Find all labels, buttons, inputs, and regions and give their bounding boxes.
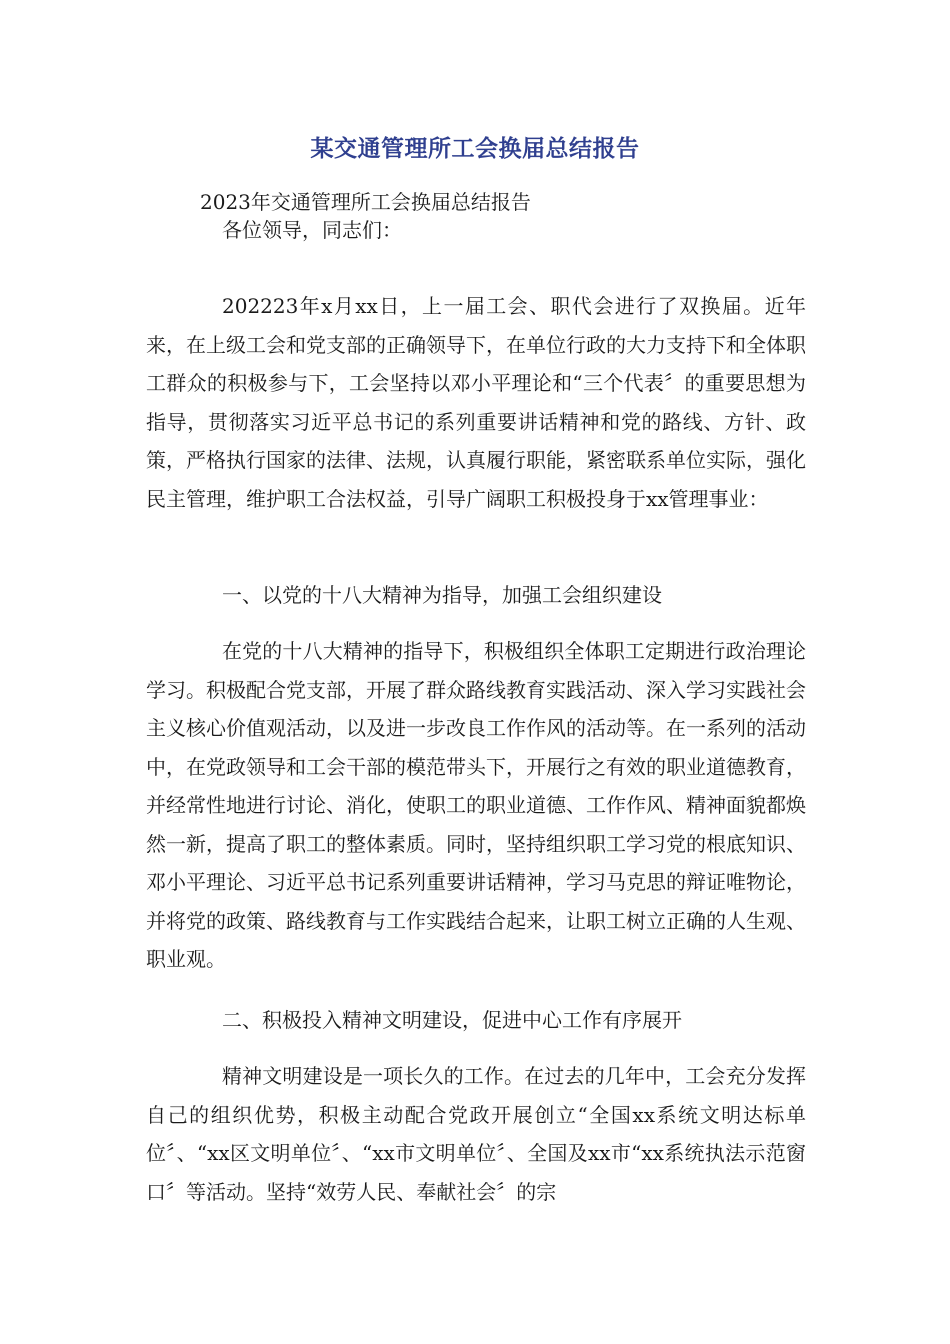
paragraph-section-2: 精神文明建设是一项长久的工作。在过去的几年中，工会充分发挥自己的组织优势，积极主动配合党政开展创立“全国xx系统文明达标单位〞、“xx区文明单位〞、“xx市文明单位〞、全国及xx市“xx系统执法示范窗口〞等活动。坚持“效劳人民、奉献社会〞的宗: [146, 1064, 806, 1204]
document-title: 某交通管理所工会换届总结报告: [310, 136, 640, 162]
document-subtitle: 2023年交通管理所工会换届总结报告: [200, 190, 531, 214]
paragraph-intro: 202223年x月xx日，上一届工会、职代会进行了双换届。近年来，在上级工会和党支部的正确领导下，在单位行政的大力支持下和全体职工群众的积极参与下，工会坚持以邓小平理论和“三个代表〞的重要思想为指导，贯彻落实习近平总书记的系列重要讲话精神和党的路线、方针、政策，严格执行国家的法律、法规，认真履行职能，紧密联系单位实际，强化民主管理，维护职工合法权益，引导广阔职工积极投身于xx管理事业：: [146, 294, 806, 511]
paragraph-section-1: 在党的十八大精神的指导下，积极组织全体职工定期进行政治理论学习。积极配合党支部，开展了群众路线教育实践活动、深入学习实践社会主义核心价值观活动，以及进一步改良工作作风的活动等。在一系列的活动中，在党政领导和工会干部的模范带头下，开展行之有效的职业道德教育，并经常性地进行讨论、消化，使职工的职业道德、工作作风、精神面貌都焕然一新，提高了职工的整体素质。同时，坚持组织职工学习党的根底知识、邓小平理论、习近平总书记系列重要讲话精神，学习马克思的辩证唯物论，并将党的政策、路线教育与工作实践结合起来，让职工树立正确的人生观、职业观。: [146, 639, 806, 971]
section-heading-1: 一、以党的十八大精神为指导，加强工会组织建设: [222, 583, 662, 607]
section-heading-2: 二、积极投入精神文明建设，促进中心工作有序展开: [222, 1008, 682, 1032]
greeting-line: 各位领导，同志们：: [222, 218, 402, 242]
